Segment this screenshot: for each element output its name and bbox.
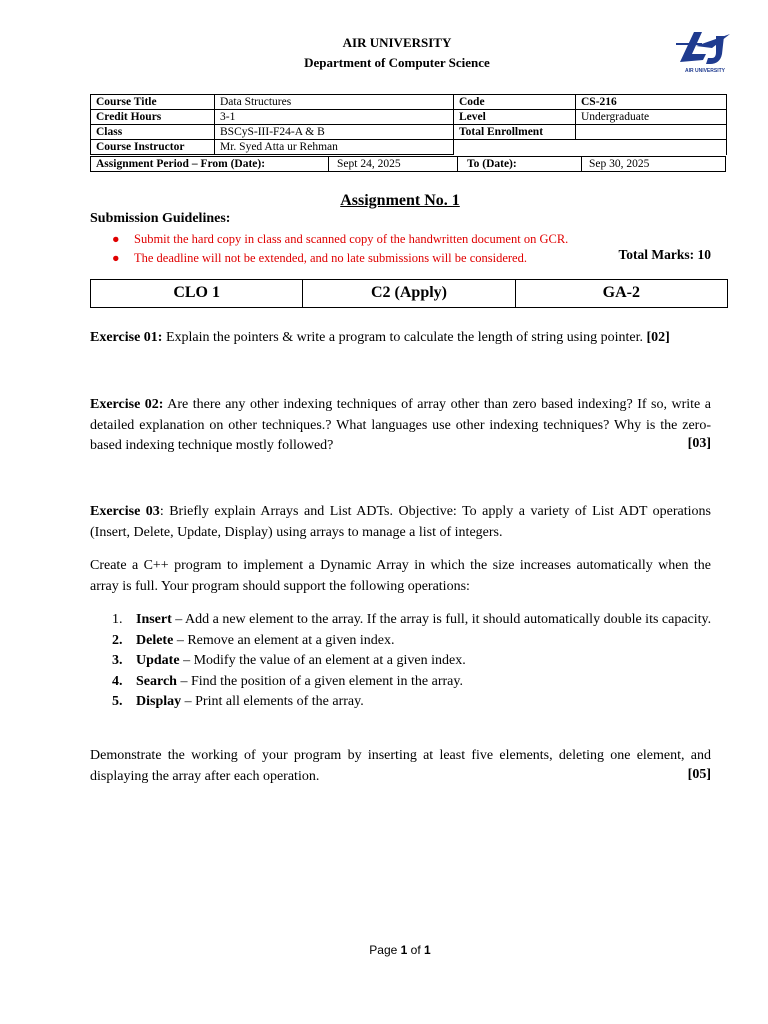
- assignment-title: Assignment No. 1: [340, 192, 460, 209]
- clo-table: [90, 279, 728, 308]
- exercise-marks: [03]: [687, 436, 711, 451]
- empty-cell: [576, 140, 727, 155]
- item-number: 5.: [112, 694, 123, 709]
- clo-cell: CLO 1: [173, 284, 220, 301]
- instructor-value: Mr. Syed Atta ur Rehman: [215, 140, 454, 155]
- list-item: [112, 651, 712, 672]
- empty-cell: [454, 140, 576, 155]
- level-value: Undergraduate: [576, 110, 727, 125]
- list-item: [112, 672, 712, 693]
- university-name: AIR UNIVERSITY: [342, 35, 452, 50]
- operation-desc: – Print all elements of the array.: [181, 694, 364, 709]
- operation-name: Display: [136, 694, 182, 709]
- operation-name: Delete: [136, 632, 174, 648]
- credit-hours-value: 3-1: [215, 110, 454, 125]
- bullet-icon: ●: [112, 232, 120, 246]
- page-number: 1: [400, 943, 408, 957]
- list-item: [112, 610, 712, 631]
- of-word: of: [407, 943, 425, 957]
- list-item: [112, 230, 568, 249]
- page-footer: [0, 943, 768, 957]
- operation-name: Search: [136, 673, 177, 689]
- exercise-text: Explain the pointers & write a program to calculate the length of string using pointer.: [162, 330, 647, 345]
- enrollment-label: Total Enrollment: [454, 125, 576, 140]
- period-to-label: To (Date):: [467, 158, 517, 170]
- class-label: Class: [91, 125, 215, 140]
- exercise-03: [90, 502, 711, 543]
- exercise-label: Exercise 01:: [90, 330, 163, 345]
- guidelines-heading: Submission Guidelines:: [90, 211, 231, 226]
- bullet-icon: ●: [112, 251, 120, 265]
- exercise-marks: [02]: [646, 330, 670, 345]
- guidelines-list: [112, 230, 568, 268]
- exercise-03-demo: Demonstrate the working of your program by inserting at least five elements, deleting one element, and displaying the array after each operation.: [90, 748, 711, 784]
- item-number: 1.: [112, 612, 123, 627]
- exercise-label: Exercise 03: [90, 504, 160, 519]
- logo-text: AIR UNIVERSITY: [684, 68, 726, 74]
- divider: [328, 157, 329, 171]
- course-info-table: [90, 94, 727, 155]
- page-total: 1: [424, 943, 431, 957]
- ga-cell: GA-2: [515, 280, 727, 307]
- exercise-03-task: Create a C++ program to implement a Dynamic Array in which the size increases automatically when the array is full. Your program should support the following operations:: [90, 558, 711, 594]
- period-to-value: Sep 30, 2025: [589, 158, 650, 170]
- list-item: [112, 249, 568, 268]
- operation-name: Update: [136, 653, 180, 668]
- instructor-label: Course Instructor: [91, 140, 215, 155]
- item-number: 4.: [112, 673, 123, 689]
- period-from-value: Sept 24, 2025: [337, 158, 401, 170]
- operation-desc: – Modify the value of an element at a given index.: [179, 653, 466, 668]
- exercise-text: Are there any other indexing techniques of array other than zero based indexing? If so, write a detailed explanation on other techniques.? What languages use other indexing techniques? Why is the zero-based indexing technique mostly followed?: [90, 397, 711, 453]
- exercise-text: : Briefly explain Arrays and List ADTs. Objective: To apply a variety of List ADT operations (Insert, Delete, Update, Display) using arrays to manage a list of integers.: [90, 504, 711, 540]
- operation-desc: – Add a new element to the array. If the array is full, it should automatically double its capacity.: [171, 612, 712, 627]
- exercise-02: [90, 395, 711, 457]
- exercise-marks: [05]: [687, 767, 711, 782]
- guideline-text: The deadline will not be extended, and no late submissions will be considered.: [134, 251, 527, 265]
- enrollment-value: [576, 125, 727, 140]
- guideline-text: Submit the hard copy in class and scanned copy of the handwritten document on GCR.: [134, 232, 569, 246]
- course-title-value: Data Structures: [215, 95, 454, 110]
- item-number: 2.: [112, 632, 123, 648]
- total-marks: Total Marks: 10: [618, 247, 711, 262]
- list-item: [112, 631, 712, 652]
- level-label: Level: [454, 110, 576, 125]
- period-from-label: Assignment Period – From (Date):: [96, 158, 266, 170]
- credit-hours-label: Credit Hours: [91, 110, 215, 125]
- divider: [457, 157, 458, 171]
- taxonomy-cell: C2 (Apply): [302, 280, 514, 307]
- exercise-01: [90, 328, 711, 349]
- item-number: 3.: [112, 653, 123, 668]
- operation-desc: – Remove an element at a given index.: [173, 632, 395, 648]
- operations-list: [112, 610, 712, 713]
- code-value: CS-216: [576, 95, 727, 110]
- air-university-logo: [672, 24, 738, 74]
- operation-desc: – Find the position of a given element in the array.: [176, 673, 463, 689]
- list-item: [112, 692, 712, 713]
- divider: [581, 157, 582, 171]
- class-value: BSCyS-III-F24-A & B: [215, 125, 454, 140]
- operation-name: Insert: [136, 612, 172, 627]
- course-title-label: Course Title: [91, 95, 215, 110]
- department-name: Department of Computer Science: [304, 55, 490, 70]
- page-word: Page: [369, 943, 401, 957]
- code-label: Code: [454, 95, 576, 110]
- assignment-period-row: [90, 156, 726, 172]
- exercise-label: Exercise 02:: [90, 397, 164, 412]
